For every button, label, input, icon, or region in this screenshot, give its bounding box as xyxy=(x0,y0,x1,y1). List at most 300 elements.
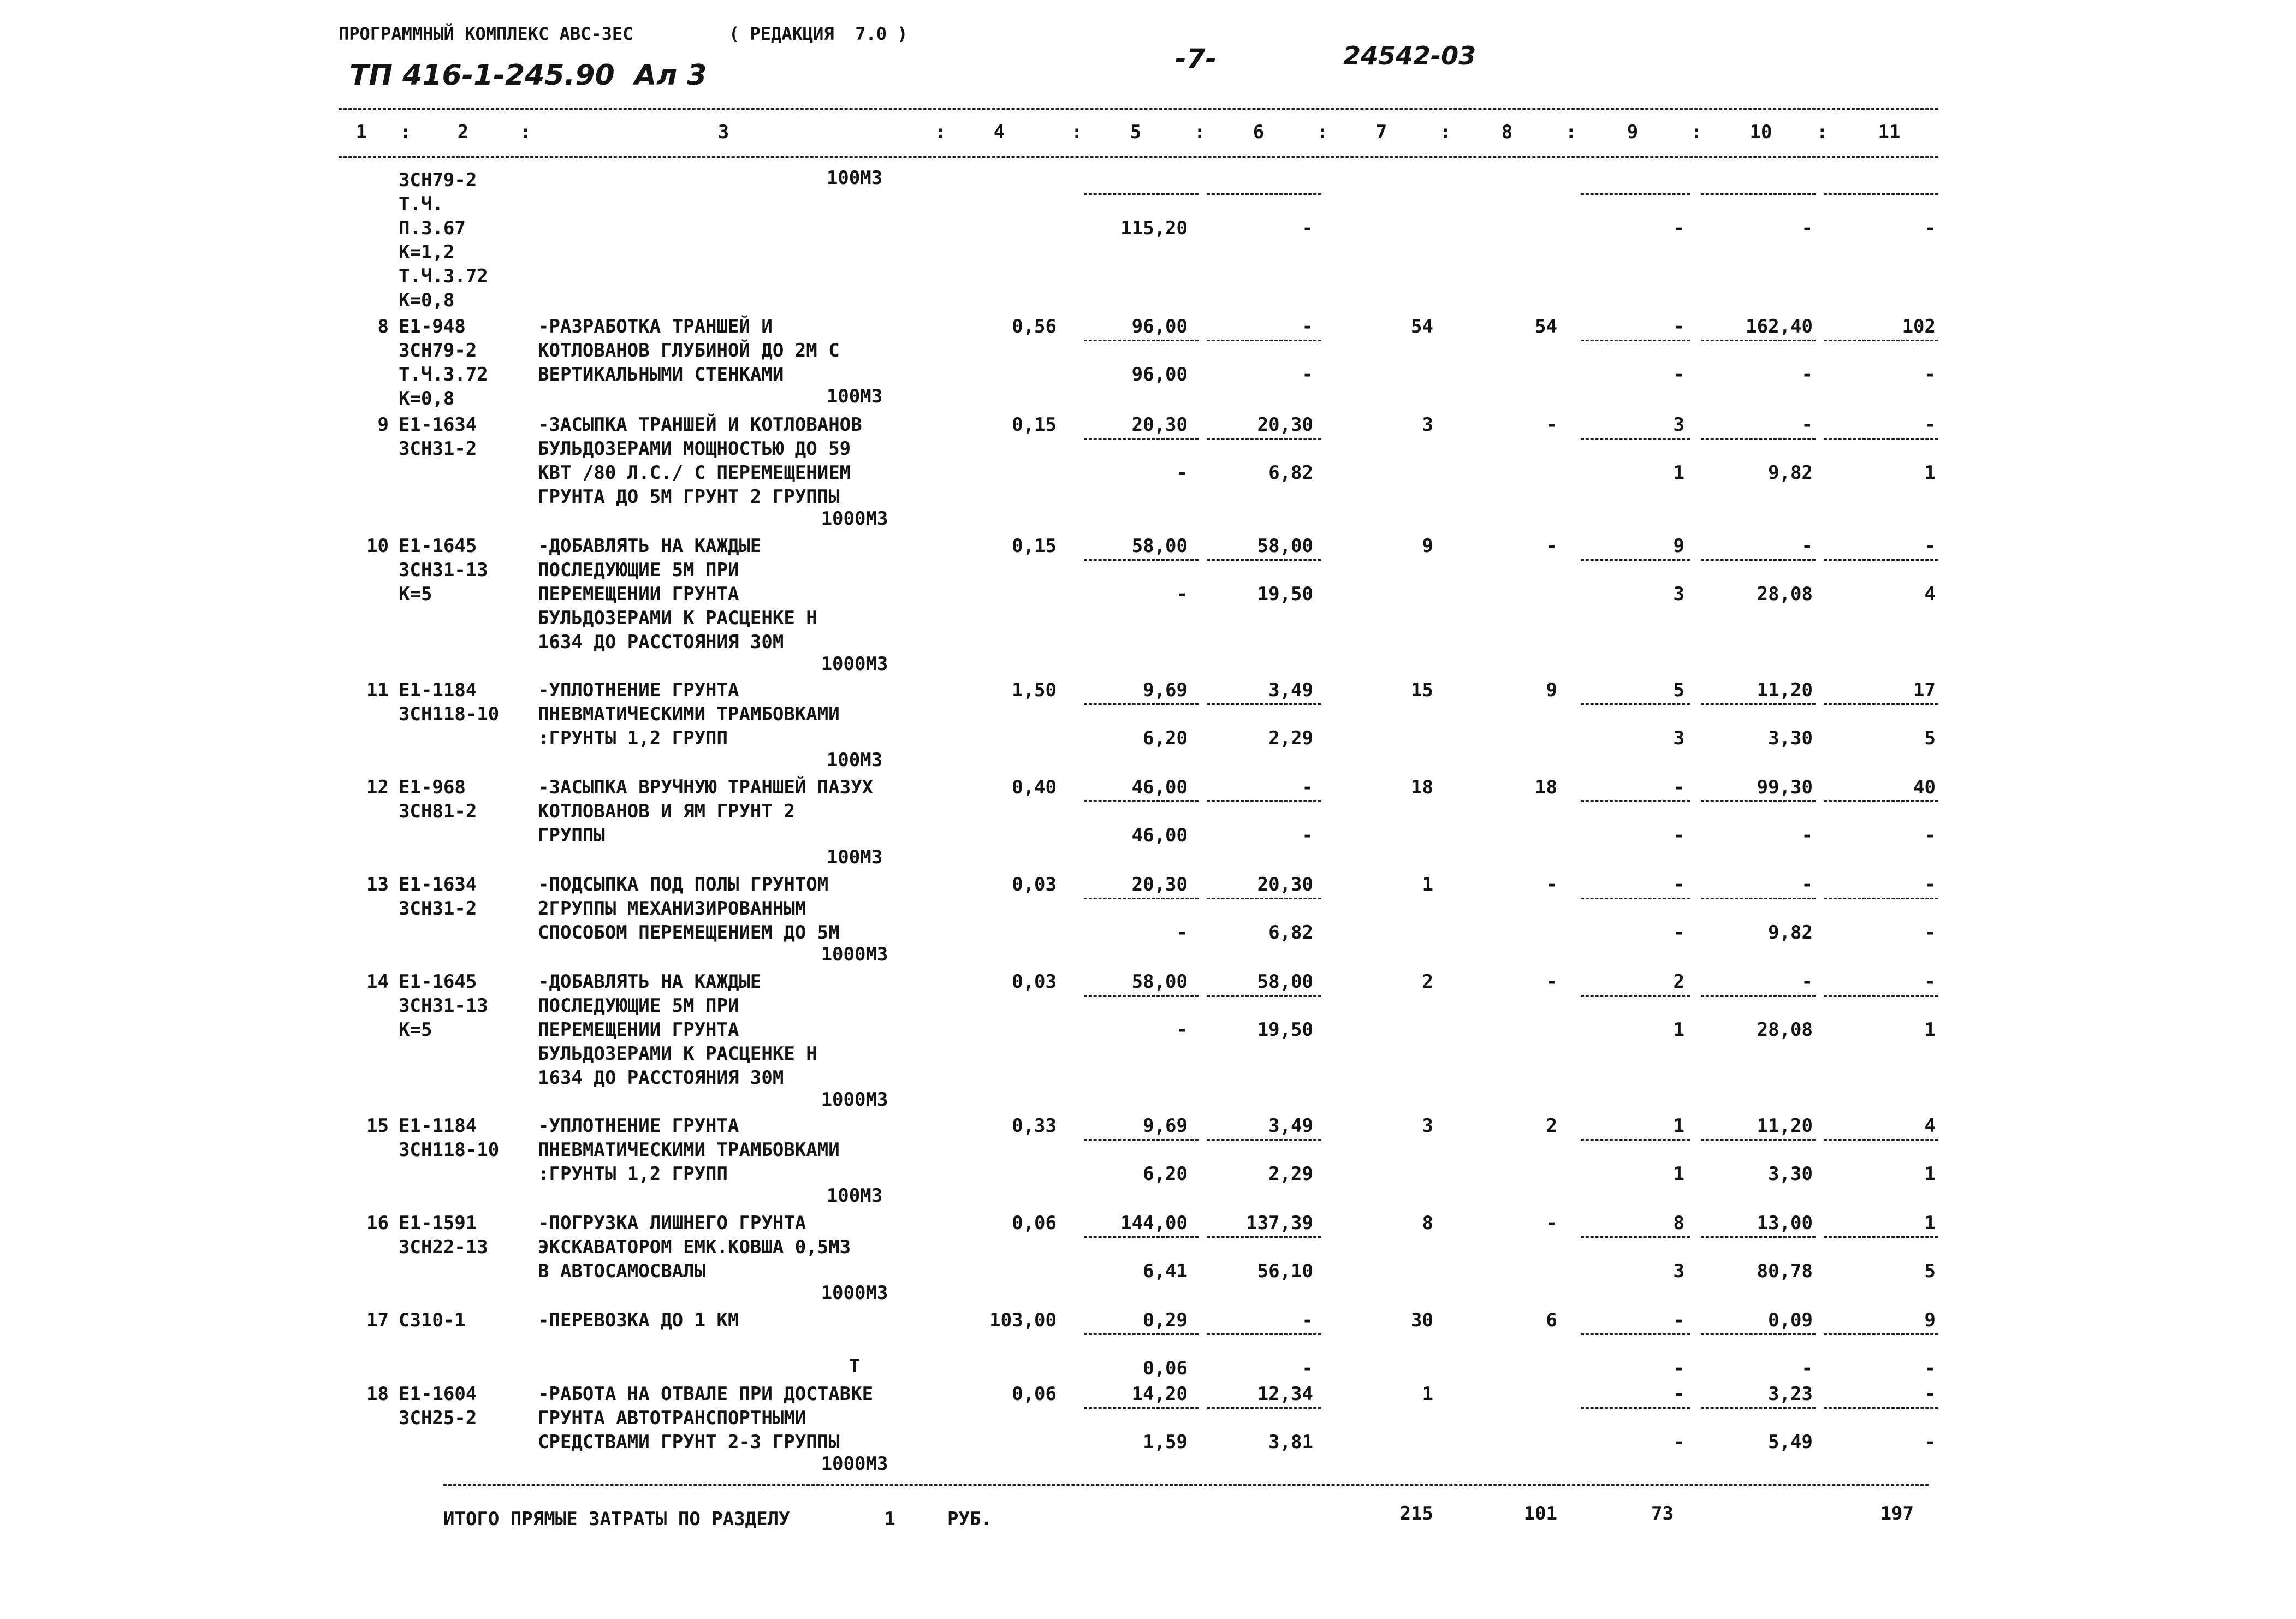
row-description: ГРУППЫ xyxy=(538,825,605,846)
row-unit: 100М3 xyxy=(826,1185,883,1207)
column-separator: : xyxy=(1194,121,1206,143)
row-code: 3СН31-2 xyxy=(399,438,477,460)
row-col11-sub: - xyxy=(1924,364,1936,386)
row-col6-sub: 56,10 xyxy=(1257,1260,1313,1282)
row-rule-col5 xyxy=(1084,995,1199,997)
row-col6: 20,30 xyxy=(1257,414,1313,436)
row-rule-col6 xyxy=(1207,898,1321,899)
row-col7: 3 xyxy=(1422,414,1433,436)
column-header-6: 6 xyxy=(1253,121,1265,143)
row-col6: 3,49 xyxy=(1268,679,1313,701)
row-rule-col11 xyxy=(1824,898,1938,899)
row-code: Е1-1634 xyxy=(399,874,477,896)
row-col6-sub: 2,29 xyxy=(1268,1163,1313,1185)
row-col10: 11,20 xyxy=(1757,679,1813,701)
row-code: Е1-968 xyxy=(399,776,466,798)
row-col9: - xyxy=(1673,1383,1684,1405)
row-code: К=5 xyxy=(399,1019,432,1041)
row-col10-sub: 80,78 xyxy=(1757,1260,1813,1282)
row-rule-col9 xyxy=(1581,1236,1690,1238)
row-col4: 0,03 xyxy=(1012,874,1057,896)
row-code: Е1-1591 xyxy=(399,1212,477,1234)
row-description: ЭКСКАВАТОРОМ ЕМК.КОВША 0,5М3 xyxy=(538,1236,851,1258)
row-col10-sub: 5,49 xyxy=(1768,1431,1813,1453)
row-col8: 54 xyxy=(1535,316,1557,337)
row-rule-col10 xyxy=(1701,995,1816,997)
row-description: -РАБОТА НА ОТВАЛЕ ПРИ ДОСТАВКЕ xyxy=(538,1383,874,1405)
row-col5-sub: 46,00 xyxy=(1131,825,1188,846)
row-col6-sub: 2,29 xyxy=(1268,727,1313,749)
row-rule-col10 xyxy=(1701,1139,1816,1141)
row-code: 3СН25-2 xyxy=(399,1407,477,1429)
total-label: ИТОГО ПРЯМЫЕ ЗАТРАТЫ ПО РАЗДЕЛУ xyxy=(443,1508,790,1530)
row-col8: 2 xyxy=(1546,1115,1557,1137)
row-col4: 0,33 xyxy=(1012,1115,1057,1137)
row-col5: 14,20 xyxy=(1131,1383,1188,1405)
column-header-5: 5 xyxy=(1130,121,1142,143)
column-separator: : xyxy=(1817,121,1828,143)
row-col5: 20,30 xyxy=(1131,414,1188,436)
row-col8: - xyxy=(1546,1212,1557,1234)
row-col9-sub: 1 xyxy=(1673,462,1684,484)
row-rule-col10 xyxy=(1701,193,1816,195)
row-col7: 18 xyxy=(1411,776,1433,798)
row-rule-col10 xyxy=(1701,1407,1816,1409)
row-description: ПНЕВМАТИЧЕСКИМИ ТРАМБОВКАМИ xyxy=(538,1139,840,1161)
row-col6-sub: 6,82 xyxy=(1268,462,1313,484)
total-section: 1 xyxy=(884,1508,895,1530)
row-rule-col5 xyxy=(1084,800,1199,802)
row-col10-sub: 3,30 xyxy=(1768,727,1813,749)
row-col10: 162,40 xyxy=(1746,316,1813,337)
row-rule-col9 xyxy=(1581,438,1690,440)
row-rule-col10 xyxy=(1701,703,1816,705)
row-code: К=0,8 xyxy=(399,388,455,410)
row-col10-sub: 28,08 xyxy=(1757,583,1813,605)
row-col6: - xyxy=(1302,776,1313,798)
row-code: Т.Ч.3.72 xyxy=(399,265,488,287)
row-description: :ГРУНТЫ 1,2 ГРУПП xyxy=(538,1163,728,1185)
row-code: 3СН79-2 xyxy=(399,169,477,191)
row-col11: 4 xyxy=(1924,1115,1936,1137)
row-col9-sub: 3 xyxy=(1673,727,1684,749)
row-rule-col6 xyxy=(1207,703,1321,705)
row-col7: 2 xyxy=(1422,971,1433,993)
row-description: 2ГРУППЫ МЕХАНИЗИРОВАННЫМ xyxy=(538,898,806,920)
row-col7: 8 xyxy=(1422,1212,1433,1234)
row-rule-col9 xyxy=(1581,559,1690,561)
row-number: 8 xyxy=(377,316,389,337)
row-rule-col11 xyxy=(1824,1139,1938,1141)
row-description: -ДОБАВЛЯТЬ НА КАЖДЫЕ xyxy=(538,971,762,993)
row-col6-sub: - xyxy=(1302,364,1313,386)
row-col10-sub: - xyxy=(1801,364,1813,386)
page-number: -7- xyxy=(1174,43,1217,75)
row-code: С310-1 xyxy=(399,1309,466,1331)
row-rule-col9 xyxy=(1581,193,1690,195)
row-col9-sub: - xyxy=(1673,364,1684,386)
row-col11-sub: - xyxy=(1924,1357,1936,1379)
program-edition: ( РЕДАКЦИЯ 7.0 ) xyxy=(729,23,908,44)
row-col11-sub: - xyxy=(1924,217,1936,239)
row-col11: 17 xyxy=(1913,679,1936,701)
row-col4: 0,56 xyxy=(1012,316,1057,337)
row-col6-sub: 19,50 xyxy=(1257,1019,1313,1041)
row-rule-col5 xyxy=(1084,1139,1199,1141)
row-col10-sub: - xyxy=(1801,217,1813,239)
row-col10-sub: - xyxy=(1801,1357,1813,1379)
row-col5-sub: - xyxy=(1176,462,1188,484)
row-col9-sub: 3 xyxy=(1673,583,1684,605)
row-col6: 58,00 xyxy=(1257,535,1313,557)
row-col11-sub: - xyxy=(1924,922,1936,944)
row-col9-sub: - xyxy=(1673,922,1684,944)
row-rule-col11 xyxy=(1824,1236,1938,1238)
row-rule-col6 xyxy=(1207,800,1321,802)
row-col11-sub: 1 xyxy=(1924,1019,1936,1041)
row-description: ВЕРТИКАЛЬНЫМИ СТЕНКАМИ xyxy=(538,364,784,386)
row-rule-col6 xyxy=(1207,1407,1321,1409)
row-code: Е1-1184 xyxy=(399,1115,477,1137)
column-separator: : xyxy=(1691,121,1702,143)
row-col6: - xyxy=(1302,316,1313,337)
row-col9: - xyxy=(1673,776,1684,798)
row-col5: 46,00 xyxy=(1131,776,1188,798)
row-col6-sub: - xyxy=(1302,217,1313,239)
row-col6-sub: - xyxy=(1302,1357,1313,1379)
program-title: ПРОГРАММНЫЙ КОМПЛЕКС АВС-3ЕС xyxy=(339,23,633,44)
row-code: 3СН118-10 xyxy=(399,1139,500,1161)
row-col6-sub: 3,81 xyxy=(1268,1431,1313,1453)
row-col6-sub: - xyxy=(1302,825,1313,846)
row-unit: Т xyxy=(849,1355,861,1377)
total-col7: 215 xyxy=(1399,1503,1433,1525)
column-header-9: 9 xyxy=(1627,121,1639,143)
row-code: 3СН31-13 xyxy=(399,559,488,581)
row-rule-col6 xyxy=(1207,438,1321,440)
row-col4: 0,15 xyxy=(1012,414,1057,436)
column-header-10: 10 xyxy=(1749,121,1772,143)
column-header-11: 11 xyxy=(1878,121,1901,143)
row-col9: - xyxy=(1673,874,1684,896)
row-col4: 0,06 xyxy=(1012,1212,1057,1234)
row-rule-col11 xyxy=(1824,800,1938,802)
row-description: БУЛЬДОЗЕРАМИ К РАСЦЕНКЕ Н xyxy=(538,607,817,629)
row-description: ПНЕВМАТИЧЕСКИМИ ТРАМБОВКАМИ xyxy=(538,703,840,725)
row-col10-sub: 3,30 xyxy=(1768,1163,1813,1185)
row-col6-sub: 19,50 xyxy=(1257,583,1313,605)
row-col9-sub: 1 xyxy=(1673,1019,1684,1041)
row-col10: - xyxy=(1801,971,1813,993)
row-unit: 1000М3 xyxy=(821,508,888,530)
row-rule-col5 xyxy=(1084,1333,1199,1335)
row-rule-col9 xyxy=(1581,1333,1690,1335)
row-description: :ГРУНТЫ 1,2 ГРУПП xyxy=(538,727,728,749)
row-col11: - xyxy=(1924,971,1936,993)
row-code: К=5 xyxy=(399,583,432,605)
row-unit: 100М3 xyxy=(826,846,883,868)
total-rule xyxy=(443,1484,1929,1486)
row-unit: 1000М3 xyxy=(821,1282,888,1304)
row-code: Т.Ч.3.72 xyxy=(399,364,488,386)
row-rule-col6 xyxy=(1207,995,1321,997)
row-col5: 96,00 xyxy=(1131,316,1188,337)
row-col9-sub: - xyxy=(1673,1357,1684,1379)
row-col7: 1 xyxy=(1422,874,1433,896)
row-code: К=1,2 xyxy=(399,241,455,263)
row-col9: 9 xyxy=(1673,535,1684,557)
row-col5-sub: - xyxy=(1176,922,1188,944)
row-col8: - xyxy=(1546,414,1557,436)
row-col10: 3,23 xyxy=(1768,1383,1813,1405)
row-unit: 100М3 xyxy=(826,386,883,407)
row-col6: 12,34 xyxy=(1257,1383,1313,1405)
row-description: СПОСОБОМ ПЕРЕМЕЩЕНИЕМ ДО 5М xyxy=(538,922,840,944)
row-number: 11 xyxy=(366,679,389,701)
row-description: -РАЗРАБОТКА ТРАНШЕЙ И xyxy=(538,316,773,337)
row-col9: 1 xyxy=(1673,1115,1684,1137)
row-description: ГРУНТА АВТОТРАНСПОРТНЫМИ xyxy=(538,1407,806,1429)
column-separator: : xyxy=(1317,121,1328,143)
row-code: 3СН22-13 xyxy=(399,1236,488,1258)
row-rule-col5 xyxy=(1084,1407,1199,1409)
row-col6: 3,49 xyxy=(1268,1115,1313,1137)
row-col11: - xyxy=(1924,1383,1936,1405)
row-rule-col10 xyxy=(1701,898,1816,899)
row-rule-col6 xyxy=(1207,559,1321,561)
row-number: 13 xyxy=(366,874,389,896)
row-col6: 137,39 xyxy=(1246,1212,1313,1234)
row-col9: 8 xyxy=(1673,1212,1684,1234)
row-col10: 0,09 xyxy=(1768,1309,1813,1331)
row-col5: 58,00 xyxy=(1131,971,1188,993)
row-col5-sub: 96,00 xyxy=(1131,364,1188,386)
row-unit: 100М3 xyxy=(826,749,883,771)
column-header-1: 1 xyxy=(355,121,367,143)
row-col11: 1 xyxy=(1924,1212,1936,1234)
row-col4: 103,00 xyxy=(989,1309,1057,1331)
row-rule-col11 xyxy=(1824,559,1938,561)
row-col5: 9,69 xyxy=(1143,1115,1188,1137)
column-separator: : xyxy=(1565,121,1577,143)
row-col11-sub: 1 xyxy=(1924,462,1936,484)
row-col8: - xyxy=(1546,874,1557,896)
row-rule-col11 xyxy=(1824,995,1938,997)
row-code: 3СН118-10 xyxy=(399,703,500,725)
column-separator: : xyxy=(1440,121,1451,143)
row-description: -ДОБАВЛЯТЬ НА КАЖДЫЕ xyxy=(538,535,762,557)
row-number: 14 xyxy=(366,971,389,993)
row-col10-sub: - xyxy=(1801,825,1813,846)
row-number: 16 xyxy=(366,1212,389,1234)
row-col9: - xyxy=(1673,1309,1684,1331)
column-separator: : xyxy=(520,121,531,143)
total-currency: РУБ. xyxy=(947,1508,992,1530)
row-description: -ПОДСЫПКА ПОД ПОЛЫ ГРУНТОМ xyxy=(538,874,829,896)
row-col5: 0,29 xyxy=(1143,1309,1188,1331)
column-separator: : xyxy=(400,121,411,143)
row-col6: - xyxy=(1302,1309,1313,1331)
row-rule-col6 xyxy=(1207,1333,1321,1335)
row-code: 3СН79-2 xyxy=(399,340,477,361)
row-col11-sub: - xyxy=(1924,1431,1936,1453)
row-description: КОТЛОВАНОВ И ЯМ ГРУНТ 2 xyxy=(538,800,795,822)
row-rule-col11 xyxy=(1824,193,1938,195)
total-col11: 197 xyxy=(1880,1503,1914,1525)
row-col5-sub: 115,20 xyxy=(1120,217,1188,239)
row-rule-col9 xyxy=(1581,1407,1690,1409)
row-unit: 1000М3 xyxy=(821,1453,888,1475)
row-description: ПОСЛЕДУЮЩИЕ 5М ПРИ xyxy=(538,559,739,581)
row-rule-col9 xyxy=(1581,800,1690,802)
row-col9-sub: - xyxy=(1673,825,1684,846)
row-col4: 1,50 xyxy=(1012,679,1057,701)
row-col10-sub: 9,82 xyxy=(1768,922,1813,944)
row-col10: 11,20 xyxy=(1757,1115,1813,1137)
row-col11: - xyxy=(1924,535,1936,557)
column-separator: : xyxy=(1071,121,1083,143)
column-header-4: 4 xyxy=(993,121,1005,143)
row-col9: 2 xyxy=(1673,971,1684,993)
row-description: -ПОГРУЗКА ЛИШНЕГО ГРУНТА xyxy=(538,1212,806,1234)
row-description: 1634 ДО РАССТОЯНИЯ 30М xyxy=(538,1067,784,1089)
row-rule-col10 xyxy=(1701,800,1816,802)
row-col10-sub: 9,82 xyxy=(1768,462,1813,484)
row-code: 3СН31-13 xyxy=(399,995,488,1017)
row-col11-sub: 4 xyxy=(1924,583,1936,605)
row-col8: - xyxy=(1546,535,1557,557)
row-description: -УПЛОТНЕНИЕ ГРУНТА xyxy=(538,1115,739,1137)
column-header-7: 7 xyxy=(1375,121,1387,143)
row-col5-sub: 1,59 xyxy=(1143,1431,1188,1453)
header-rule-top xyxy=(339,108,1938,110)
row-col5-sub: 0,06 xyxy=(1143,1357,1188,1379)
row-description: ПЕРЕМЕЩЕНИИ ГРУНТА xyxy=(538,583,739,605)
row-rule-col5 xyxy=(1084,340,1199,341)
row-code: Е1-948 xyxy=(399,316,466,337)
row-col11-sub: 1 xyxy=(1924,1163,1936,1185)
row-rule-col5 xyxy=(1084,703,1199,705)
row-col11-sub: 5 xyxy=(1924,1260,1936,1282)
row-col5-sub: 6,20 xyxy=(1143,1163,1188,1185)
row-col9-sub: - xyxy=(1673,1431,1684,1453)
row-col11: 40 xyxy=(1913,776,1936,798)
column-header-2: 2 xyxy=(457,121,469,143)
row-col4: 0,06 xyxy=(1012,1383,1057,1405)
row-col11: 9 xyxy=(1924,1309,1936,1331)
column-separator: : xyxy=(935,121,946,143)
row-code: Е1-1634 xyxy=(399,414,477,436)
row-unit: 1000М3 xyxy=(821,653,888,675)
row-description: ГРУНТА ДО 5М ГРУНТ 2 ГРУППЫ xyxy=(538,486,840,508)
row-col5: 20,30 xyxy=(1131,874,1188,896)
row-unit: 1000М3 xyxy=(821,944,888,965)
row-rule-col5 xyxy=(1084,559,1199,561)
row-col11: 102 xyxy=(1902,316,1936,337)
row-description: СРЕДСТВАМИ ГРУНТ 2-3 ГРУППЫ xyxy=(538,1431,840,1453)
header-rule-bottom xyxy=(339,156,1938,158)
row-col7: 15 xyxy=(1411,679,1433,701)
row-rule-col9 xyxy=(1581,1139,1690,1141)
row-col7: 9 xyxy=(1422,535,1433,557)
total-col9: 73 xyxy=(1651,1503,1674,1525)
row-rule-col11 xyxy=(1824,438,1938,440)
row-code: 3СН81-2 xyxy=(399,800,477,822)
row-col4: 0,15 xyxy=(1012,535,1057,557)
row-col9: - xyxy=(1673,316,1684,337)
row-rule-col10 xyxy=(1701,1333,1816,1335)
row-description: ПОСЛЕДУЮЩИЕ 5М ПРИ xyxy=(538,995,739,1017)
row-col9-sub: 3 xyxy=(1673,1260,1684,1282)
row-col5-sub: 6,20 xyxy=(1143,727,1188,749)
row-col7: 1 xyxy=(1422,1383,1433,1405)
row-col9-sub: - xyxy=(1673,217,1684,239)
row-col8: - xyxy=(1546,971,1557,993)
row-col10: - xyxy=(1801,874,1813,896)
row-code: Е1-1645 xyxy=(399,535,477,557)
row-rule-col5 xyxy=(1084,898,1199,899)
row-col7: 54 xyxy=(1411,316,1433,337)
row-description: КВТ /80 Л.С./ С ПЕРЕМЕЩЕНИЕМ xyxy=(538,462,851,484)
row-col5-sub: 6,41 xyxy=(1143,1260,1188,1282)
row-rule-col10 xyxy=(1701,1236,1816,1238)
row-rule-col9 xyxy=(1581,703,1690,705)
row-code: Т.Ч. xyxy=(399,193,443,215)
project-code: ТП 416-1-245.90 Ал 3 xyxy=(349,59,707,92)
row-col10: - xyxy=(1801,414,1813,436)
row-number: 10 xyxy=(366,535,389,557)
row-number: 9 xyxy=(377,414,389,436)
row-col10: 13,00 xyxy=(1757,1212,1813,1234)
row-code: П.3.67 xyxy=(399,217,466,239)
row-rule-col6 xyxy=(1207,1139,1321,1141)
row-rule-col11 xyxy=(1824,340,1938,341)
row-rule-col10 xyxy=(1701,559,1816,561)
row-number: 15 xyxy=(366,1115,389,1137)
row-col9: 5 xyxy=(1673,679,1684,701)
row-rule-col6 xyxy=(1207,340,1321,341)
row-col5: 9,69 xyxy=(1143,679,1188,701)
row-rule-col5 xyxy=(1084,438,1199,440)
row-rule-col11 xyxy=(1824,1407,1938,1409)
row-rule-col11 xyxy=(1824,703,1938,705)
row-code: Е1-1184 xyxy=(399,679,477,701)
total-col8: 101 xyxy=(1523,1503,1557,1525)
row-col10-sub: 28,08 xyxy=(1757,1019,1813,1041)
row-rule-col5 xyxy=(1084,193,1199,195)
row-col5-sub: - xyxy=(1176,1019,1188,1041)
row-col9: 3 xyxy=(1673,414,1684,436)
row-rule-col11 xyxy=(1824,1333,1938,1335)
row-col8: 6 xyxy=(1546,1309,1557,1331)
column-header-8: 8 xyxy=(1501,121,1513,143)
row-code: К=0,8 xyxy=(399,289,455,311)
row-description: КОТЛОВАНОВ ГЛУБИНОЙ ДО 2М С xyxy=(538,340,840,361)
row-col11: - xyxy=(1924,874,1936,896)
row-code: 3СН31-2 xyxy=(399,898,477,920)
document-number: 24542-03 xyxy=(1343,41,1476,70)
row-number: 18 xyxy=(366,1383,389,1405)
row-col4: 0,40 xyxy=(1012,776,1057,798)
row-rule-col10 xyxy=(1701,438,1816,440)
row-description: -УПЛОТНЕНИЕ ГРУНТА xyxy=(538,679,739,701)
row-col4: 0,03 xyxy=(1012,971,1057,993)
row-col8: 18 xyxy=(1535,776,1557,798)
row-col9-sub: 1 xyxy=(1673,1163,1684,1185)
row-code: Е1-1645 xyxy=(399,971,477,993)
row-description: 1634 ДО РАССТОЯНИЯ 30М xyxy=(538,631,784,653)
row-col11-sub: 5 xyxy=(1924,727,1936,749)
